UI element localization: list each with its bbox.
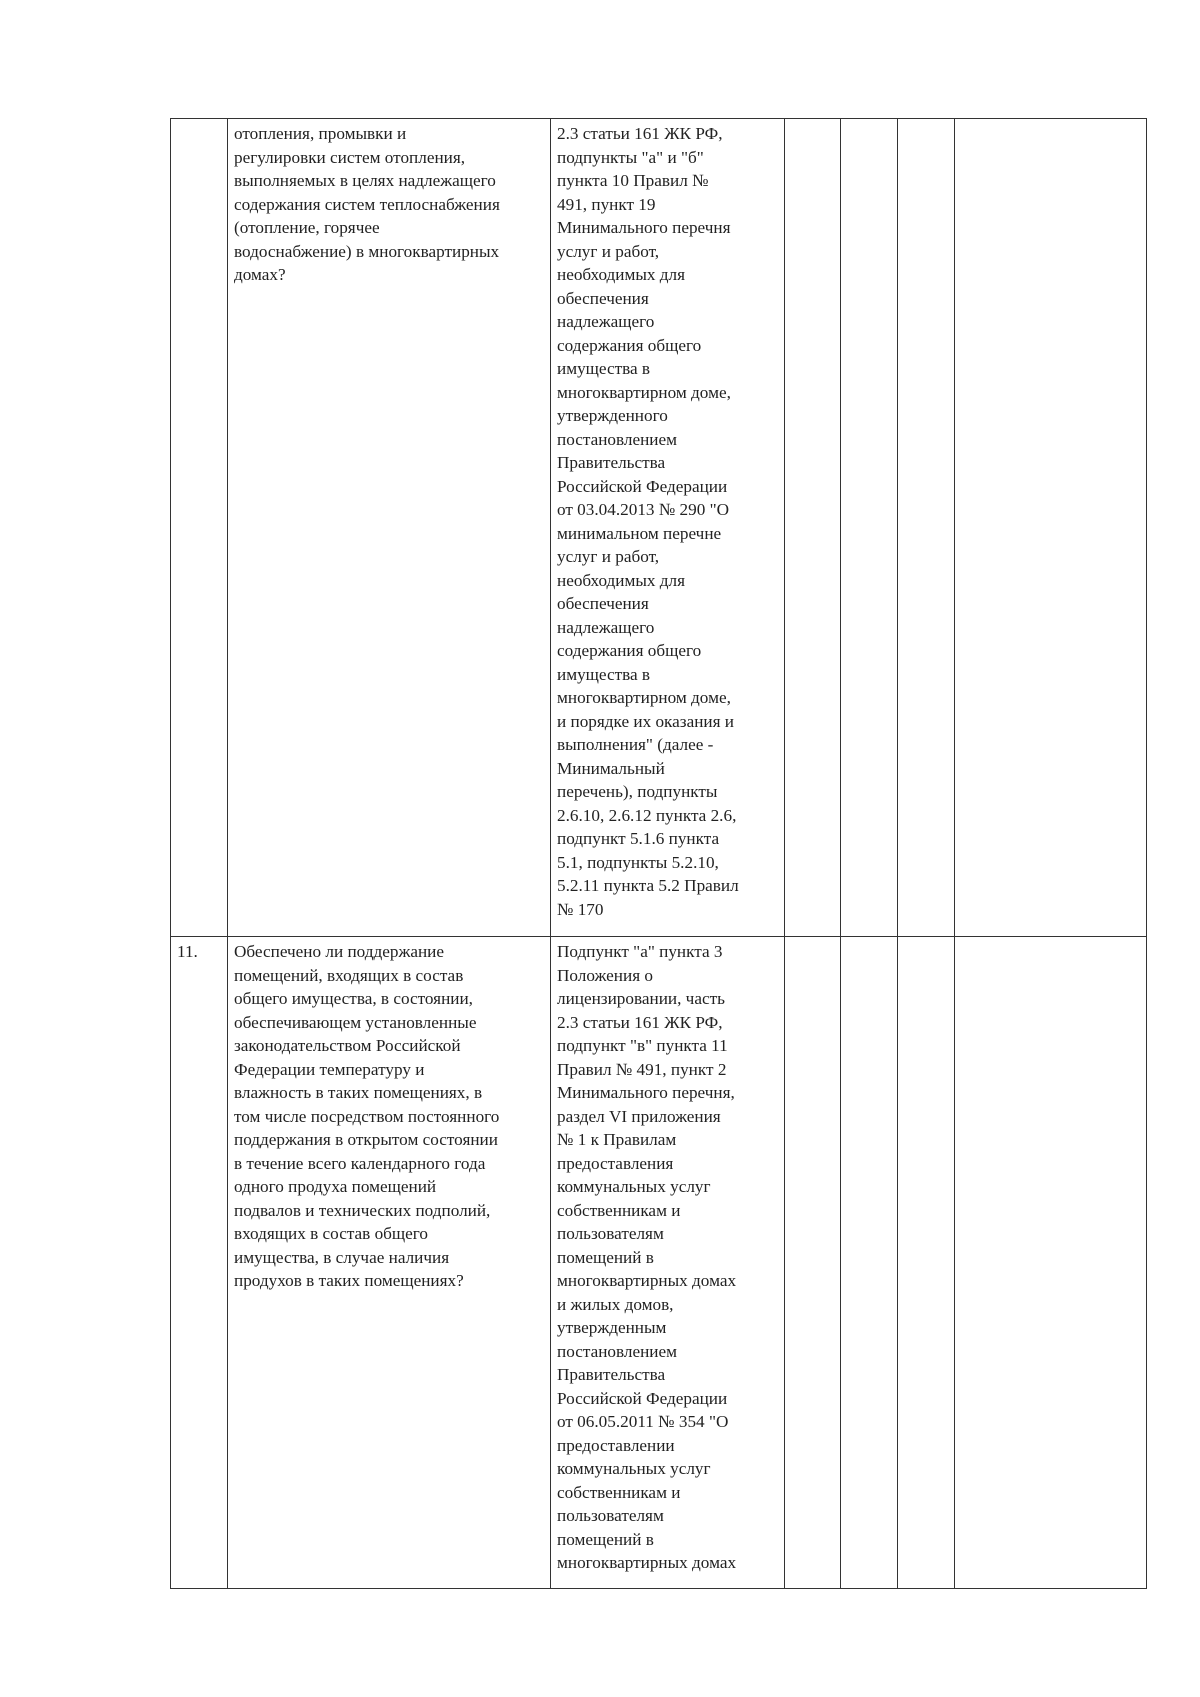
table-row: [171, 937, 1147, 1589]
answer-na-cell: [898, 119, 955, 937]
row-number-cell: [171, 119, 228, 937]
notes-cell: [955, 937, 1147, 1589]
answer-no-cell: [841, 937, 898, 1589]
row-number-cell: 11.: [171, 937, 228, 1589]
question-cell: Обеспечено ли поддержание помещений, входящих в состав общего имущества, в состоянии, обеспечивающем установленные законодательством Российской Федерации температуру и влажность в таких помещениях, в том числе посредством постоянного поддержания в открытом состоянии в течение всего календарного года одного продуха помещений подвалов и технических подполий, входящих в состав общего имущества, в случае наличия продухов в таких помещениях?: [228, 937, 551, 1589]
answer-na-cell: [898, 937, 955, 1589]
answer-no-cell: [841, 119, 898, 937]
answer-yes-cell: [785, 937, 841, 1589]
checklist-table-container: [170, 118, 1146, 1590]
legal-reference-cell: 2.3 статьи 161 ЖК РФ, подпункты "а" и "б" пункта 10 Правил № 491, пункт 19 Минимального перечня услуг и работ, необходимых для обеспечения надлежащего содержания общего имущества в многоквартирном доме, утвержденного постановлением Правительства Российской Федерации от 03.04.2013 № 290 "О минимальном перечне услуг и работ, необходимых для обеспечения надлежащего содержания общего имущества в многоквартирном доме, и порядке их оказания и выполнения" (далее - Минимальный перечень), подпункты 2.6.10, 2.6.12 пункта 2.6, подпункт 5.1.6 пункта 5.1, подпункты 5.2.10, 5.2.11 пункта 5.2 Правил № 170: [551, 119, 785, 937]
checklist-table: [170, 118, 1147, 1589]
legal-reference-cell: Подпункт "а" пункта 3 Положения о лицензировании, часть 2.3 статьи 161 ЖК РФ, подпункт "в" пункта 11 Правил № 491, пункт 2 Минимального перечня, раздел VI приложения № 1 к Правилам предоставления коммунальных услуг собственникам и пользователям помещений в многоквартирных домах и жилых домов, утвержденным постановлением Правительства Российской Федерации от 06.05.2011 № 354 "О предоставлении коммунальных услуг собственникам и пользователям помещений в многоквартирных домах: [551, 937, 785, 1589]
question-cell: отопления, промывки и регулировки систем отопления, выполняемых в целях надлежащего содержания систем теплоснабжения (отопление, горячее водоснабжение) в многоквартирных домах?: [228, 119, 551, 937]
notes-cell: [955, 119, 1147, 937]
table-row: [171, 119, 1147, 937]
answer-yes-cell: [785, 119, 841, 937]
